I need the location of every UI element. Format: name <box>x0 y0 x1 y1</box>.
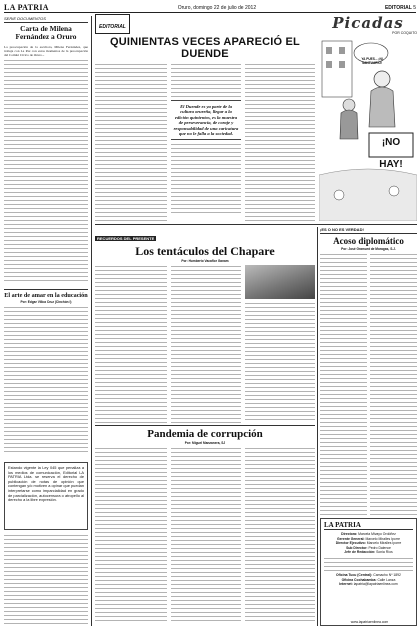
diplomatico-tag: ¡ES O NO ES VERDAD! <box>320 227 417 234</box>
pandemia-title: Pandemia de corrupción <box>147 428 263 440</box>
col1-fill <box>4 534 88 626</box>
chapare-body-2 <box>171 265 241 423</box>
pandemia-body-1 <box>95 447 167 623</box>
staff-row: Gerente General: Marcelo Miralles Iporre <box>337 536 400 541</box>
editorial-tag: EDITORIAL <box>99 24 126 30</box>
notice-box <box>4 462 88 530</box>
serie-body <box>4 59 88 284</box>
pandemia-body-2 <box>171 447 241 623</box>
author-photo <box>245 265 315 299</box>
staff-row: Jefe de Redacción: Sonia Ríos <box>344 550 393 555</box>
staff-row: Sub Director: Pedro Dalence <box>346 545 391 550</box>
editorial-mid <box>171 63 241 222</box>
staff-row: Internet: lapatria@lapatriaenlinea.com <box>339 582 398 587</box>
serie-tag: SERIE DOCUMENTOS <box>4 16 88 23</box>
arte-body <box>4 306 88 452</box>
staff-list <box>324 532 413 587</box>
staff-row: Oficina Cochabamba: Calle Lanza <box>341 577 396 582</box>
arte-article <box>4 289 88 457</box>
arte-byline: Por: Edgar Villca Cruz (Cinchón I) <box>20 300 72 304</box>
masthead-date: Oruro, domingo 22 de julio de 2012 <box>177 4 257 11</box>
diplomatico-article <box>320 227 417 515</box>
serie-documentos <box>4 16 88 284</box>
notice-text: Estando vigente la Ley 045 que penaliza a los medios de comunicación, Editorial LA PATRIA Ltda. se reserva el derecho de publicación de notas de opinión que contengan y/o motiven a opinar que puedan interpretarse como imparcialidad en grado de parcialización, autocensura o atropello al derecho a la libre expresión. <box>8 465 84 503</box>
chapare-body-1 <box>95 265 167 423</box>
serie-intro: La preocupación de la escritora, Milena Fernández, que trabaja con La Paz con estos momentos de la preocupación del Comité Cívico de Oruro... <box>4 44 88 57</box>
staff-row: Oficina Tucu (Central): Camacho Nº 1892 <box>336 572 401 577</box>
staff-web[interactable]: www.lapatriaenlinea.com <box>350 620 389 624</box>
pandemia-byline: Por: Miguel Manzanera, SJ <box>184 441 226 445</box>
editorial-body-3 <box>245 63 315 222</box>
pandemia-body-3 <box>245 447 315 623</box>
staff-box <box>320 518 417 626</box>
staff-row: Directora: Marcela Mivayo Ordóñez <box>341 532 396 536</box>
diplomatico-title: Acoso diplomático <box>333 236 404 246</box>
editorial-body-1 <box>95 63 167 222</box>
serie-title: Carta de Milena Fernández a Oruro <box>15 24 77 42</box>
diplomatico-byline: Por: José Gramunt de Moragas, S.J. <box>341 247 396 251</box>
cartoon-author: POR COQUITO <box>392 31 417 35</box>
chapare-col-3 <box>245 265 315 423</box>
cartoon-bubble-2: ¡NO HAY! <box>379 137 403 170</box>
pandemia-article <box>95 428 315 626</box>
editorial-pull-quote: El Duende es ya parte de la cultura orureña, llegar a la edición quinientos, es la muestra de perseverancia, de coraje y responsabilidad de una caricatura que no le falla a la sociedad. <box>171 100 241 140</box>
newspaper-logo: LA PATRIA <box>4 3 49 12</box>
diplomatico-body-1 <box>320 253 367 515</box>
chapare-tag: RECUERDOS DEL PRESENTE <box>97 236 155 241</box>
chapare-byline: Por: Humberto Vacaflor Ganam <box>181 259 229 263</box>
editorial-article <box>95 14 315 222</box>
chapare-article <box>95 227 315 423</box>
staff-logo: LA PATRIA <box>324 521 413 530</box>
chapare-title: Los tentáculos del Chapare <box>135 244 275 258</box>
diplomatico-body-2 <box>370 253 417 515</box>
masthead <box>4 3 416 13</box>
cartoon-bubble-1: YA PUES... ¡NI SANTUARIO! <box>361 57 383 65</box>
staff-row: Director Ejecutivo: Marcelo Miralles Iporre <box>335 541 402 546</box>
masthead-section: EDITORIAL 5 <box>384 4 416 11</box>
character-head <box>374 71 390 87</box>
cartoon-panel <box>319 14 417 222</box>
editorial-tag-box <box>95 14 130 34</box>
arte-title: El arte de amar en la educación <box>4 292 88 299</box>
cartoon-title: Picadas <box>332 14 404 32</box>
editorial-title: QUINIENTAS VECES APARECIÓ EL DUENDE <box>110 36 300 60</box>
